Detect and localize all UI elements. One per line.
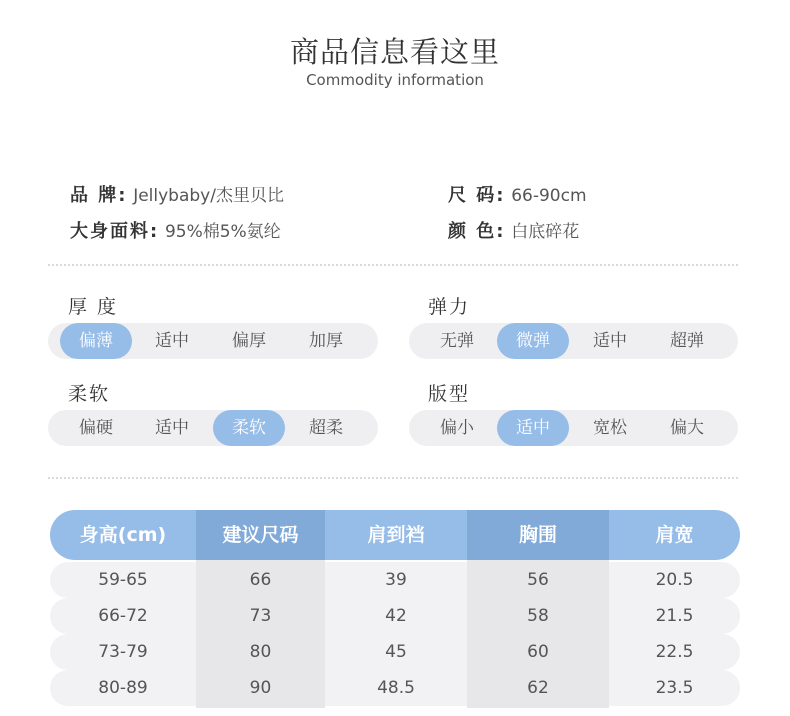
elasticity-option[interactable]: 超弹	[670, 331, 704, 351]
table-header-cell: 建议尺码	[196, 510, 325, 560]
table-header-cell: 肩到裆	[367, 524, 425, 546]
table-cell: 21.5	[655, 606, 694, 626]
table-cell: 48.5	[377, 678, 415, 698]
thickness-option[interactable]: 偏厚	[232, 331, 266, 351]
table-cell: 42	[385, 606, 407, 626]
table-cell: 80-89	[98, 678, 148, 698]
color-label: 颜 色:	[448, 221, 506, 242]
elasticity-option[interactable]: 无弹	[440, 331, 474, 351]
table-cell: 39	[385, 570, 407, 590]
fit-title: 版型	[428, 383, 471, 405]
elasticity-option[interactable]: 微弹	[497, 323, 569, 359]
size-label: 尺 码:	[448, 185, 506, 206]
table-cell: 59-65	[98, 570, 148, 590]
table-cell: 66	[249, 570, 272, 590]
table-header-cell: 身高(cm)	[79, 524, 167, 546]
fit-option[interactable]: 偏小	[440, 418, 474, 438]
thickness-selector	[48, 323, 378, 359]
divider-bottom	[48, 477, 738, 479]
table-cell: 90	[249, 678, 272, 698]
table-cell: 62	[527, 678, 549, 698]
elasticity-selector	[409, 323, 738, 359]
softness-option[interactable]: 偏硬	[79, 418, 113, 438]
divider-top	[48, 264, 738, 266]
table-cell: 80	[249, 642, 272, 662]
elasticity-title: 弹力	[428, 296, 471, 318]
fit-selector	[409, 410, 738, 446]
table-cell: 73	[249, 606, 272, 626]
table-header-cell: 肩宽	[655, 524, 694, 546]
page-subtitle: Commodity information	[306, 71, 484, 89]
table-cell: 66-72	[98, 606, 148, 626]
fit-option[interactable]: 适中	[497, 410, 569, 446]
thickness-title: 厚 度	[68, 296, 119, 318]
fit-option[interactable]: 宽松	[593, 418, 627, 438]
fabric-value: 95%棉5%氨纶	[164, 222, 281, 242]
brand-value: Jellybaby/杰里贝比	[133, 186, 284, 206]
softness-option[interactable]: 超柔	[309, 418, 343, 438]
softness-option[interactable]: 适中	[155, 418, 189, 438]
thickness-option[interactable]: 适中	[155, 331, 189, 351]
brand-label: 品 牌:	[70, 185, 128, 206]
brand-row	[70, 181, 284, 207]
color-value: 白底碎花	[511, 222, 580, 242]
fit-option[interactable]: 偏大	[670, 418, 704, 438]
table-cell: 56	[527, 570, 549, 590]
thickness-option[interactable]: 偏薄	[60, 323, 132, 359]
fabric-row	[70, 217, 281, 243]
table-cell: 20.5	[655, 570, 694, 590]
table-cell: 58	[527, 606, 549, 626]
size-row	[448, 181, 587, 207]
thickness-option[interactable]: 加厚	[309, 331, 343, 351]
table-header	[50, 510, 740, 560]
page-title: 商品信息看这里	[289, 35, 500, 69]
table-cell: 45	[385, 642, 407, 662]
softness-option[interactable]: 柔软	[213, 410, 285, 446]
table-cell: 60	[527, 642, 549, 662]
table-header-cell: 胸围	[467, 510, 609, 560]
size-value: 66-90cm	[511, 186, 587, 206]
softness-selector	[48, 410, 378, 446]
table-cell: 73-79	[98, 642, 148, 662]
color-row	[448, 217, 579, 243]
softness-title: 柔软	[68, 383, 111, 405]
elasticity-option[interactable]: 适中	[593, 331, 627, 351]
table-cell: 23.5	[655, 678, 694, 698]
table-cell: 22.5	[655, 642, 694, 662]
fabric-label: 大身面料:	[70, 221, 160, 242]
